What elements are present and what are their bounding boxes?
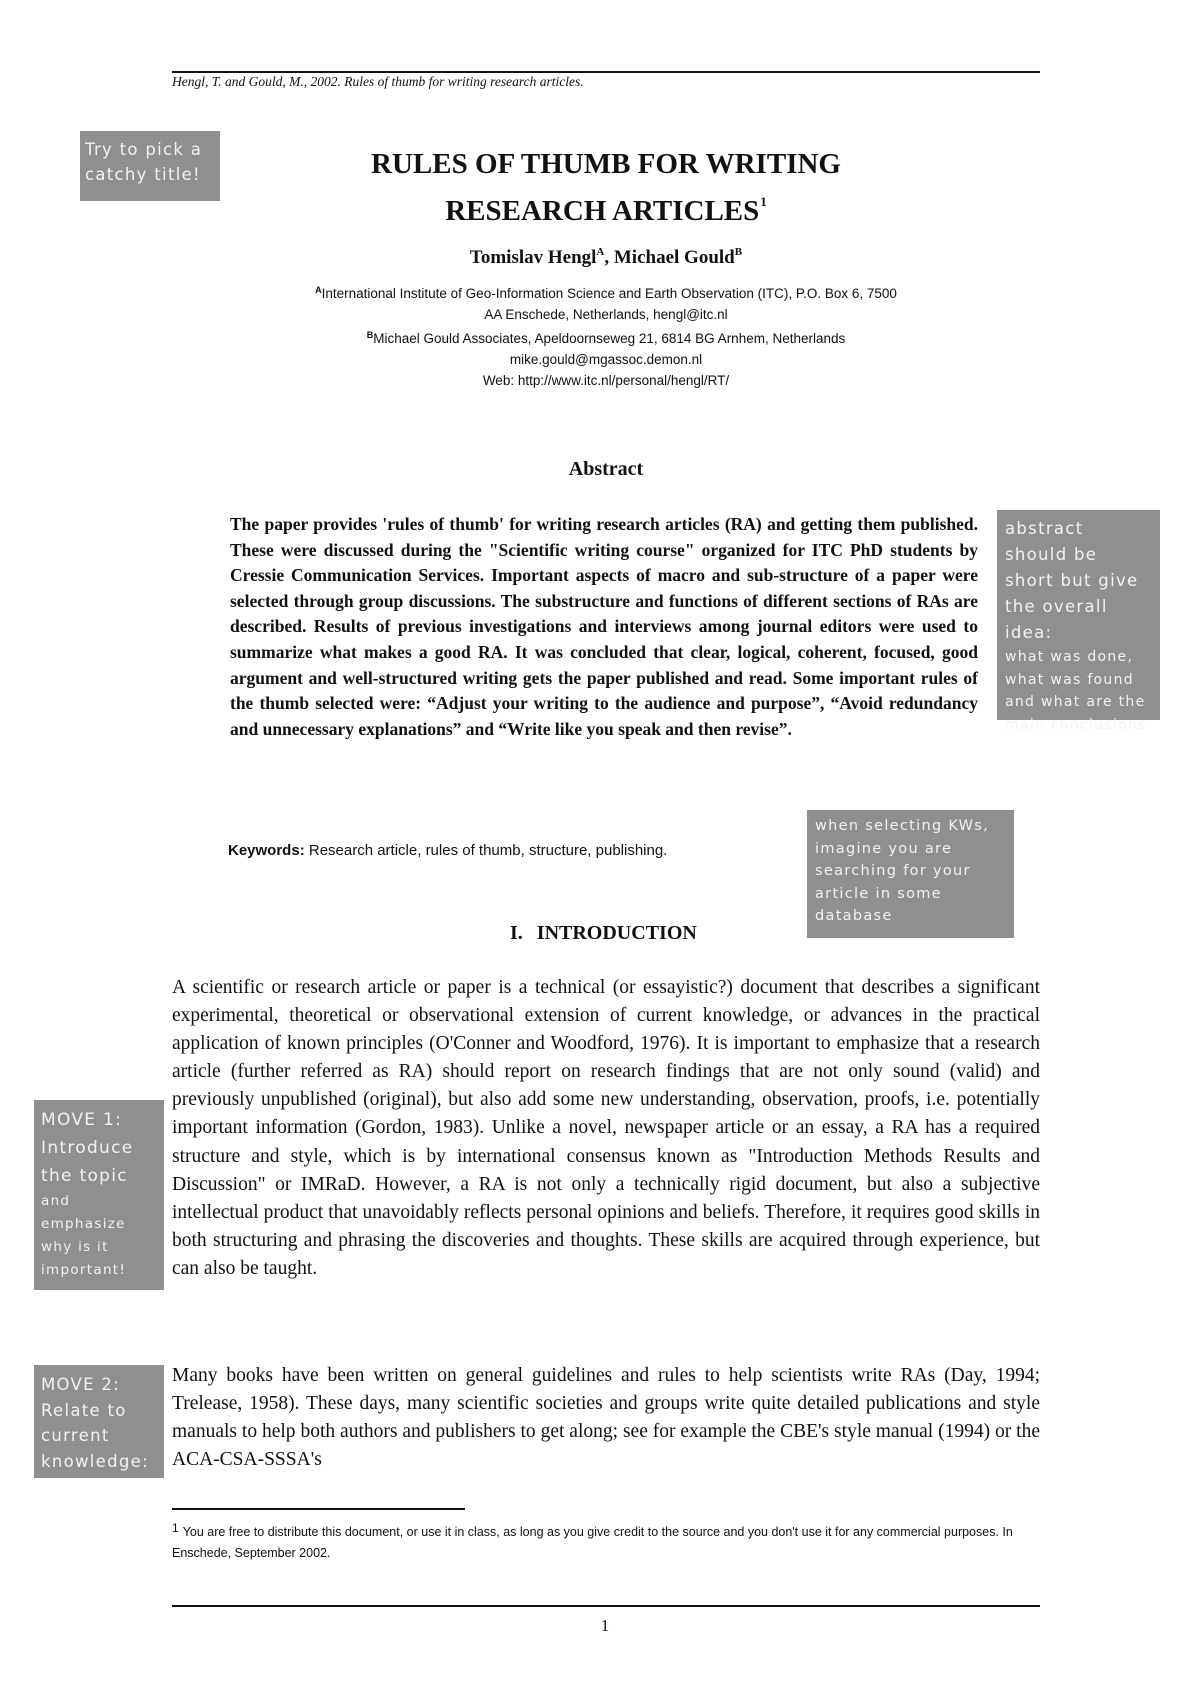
abstract-heading: Abstract bbox=[568, 458, 644, 480]
margin-note-keywords bbox=[807, 810, 1014, 938]
intro-paragraph-1: A scientific or research article or paper is a technical (or essayistic?) document that describes a significant experimental, theoretical or observational extension of current knowledge, or advances in the practical application of known principles (O'Conner and Woodford, 1976). It is important to emphasize that a research article (further referred as RA) should report on research findings that are not only sound (valid) and previously unpublished (original), but also add some new understanding, observation, proofs, i.e. potentially important information (Gordon, 1983). Unlike a novel, newspaper article or an essay, a RA has a required structure and style, which is by international consensus known as "Introduction Methods Results and Discussion" or IMRaD. However, a RA is not only a technically rigid document, but also a subjective intellectual product that unavoidably reflects personal opinions and beliefs. Therefore, it requires good skills in both structuring and phrasing the discoveries and thoughts. These skills are acquired through experience, but can also be taught. bbox=[172, 977, 1040, 1279]
title-footnote-mark: 1 bbox=[760, 194, 767, 209]
margin-note-move-1-detail: and emphasize why is it important! bbox=[41, 1193, 127, 1278]
affiliation-b-text: Michael Gould Associates, Apeldoornseweg 21, 6814 BG Arnhem, Netherlands bbox=[373, 331, 846, 346]
keywords bbox=[228, 842, 667, 859]
margin-note-move-2 bbox=[34, 1365, 164, 1478]
footnote bbox=[172, 1518, 1040, 1564]
abstract-body: The paper provides 'rules of thumb' for writing research articles (RA) and getting them published. These were discussed during the "Scientific writing course" organized for ITC PhD students by Cressie Communication Services. Important aspects of macro and sub-structure of a paper were selected through group discussions. The substructure and functions of different sections of RAs are described. Results of previous investigations and interviews among journal editors were used to summarize what makes a good RA. It was concluded that clear, logical, coherent, focused, good argument and well-structured writing gets the paper published and read. Some important rules of the thumb selected were: “Adjust your writing to the audience and purpose”, “Avoid redundancy and unnecessary explanations” and “Write like you speak and then revise”. bbox=[230, 514, 978, 739]
keywords-label: Keywords: bbox=[228, 842, 305, 859]
margin-note-abstract-main: abstract should be short but give the overall idea: bbox=[1005, 519, 1139, 642]
affiliations bbox=[172, 280, 1040, 391]
affiliation-b-line1 bbox=[172, 325, 1040, 349]
author-list bbox=[172, 246, 1040, 269]
margin-note-keywords-text: when selecting KWs, imagine you are searching for your article in some database bbox=[815, 818, 990, 924]
margin-note-move-1-main: MOVE 1: Introduce the topic bbox=[41, 1110, 134, 1186]
keywords-text: Research article, rules of thumb, structure, publishing. bbox=[304, 842, 668, 859]
section-title: INTRODUCTION bbox=[536, 922, 697, 944]
running-header: Hengl, T. and Gould, M., 2002. Rules of thumb for writing research articles. bbox=[172, 74, 584, 89]
margin-note-title-text: Try to pick a catchy title! bbox=[85, 140, 203, 184]
affiliation-a-line1 bbox=[172, 280, 1040, 304]
author-2: Michael Gould bbox=[613, 247, 735, 268]
author-1: Tomislav Hengl bbox=[469, 247, 597, 268]
paper-title bbox=[172, 146, 1040, 230]
page-number: 1 bbox=[600, 1616, 610, 1635]
affiliation-a-line2: AA Enschede, Netherlands, hengl@itc.nl bbox=[484, 307, 728, 322]
affiliation-b-mark: B bbox=[366, 330, 374, 340]
footnote-text: You are free to distribute this document, or use it in class, as long as you give credit to the source and you don't use it for any commercial purposes. In Enschede, September 2002. bbox=[172, 1525, 1013, 1560]
affiliation-b-line2: mike.gould@mgassoc.demon.nl bbox=[509, 352, 703, 367]
affiliation-a-mark: A bbox=[315, 285, 322, 295]
intro-paragraph-2: Many books have been written on general guidelines and rules to help scientists write RAs (Day, 1994; Trelease, 1958). These days, many scientific societies and groups write quite detailed publications and style manuals to help both authors and publishers to get along; see for example the CBE's style manual (1994) or the ACA-CSA-SSSA's bbox=[172, 1365, 1040, 1471]
section-heading bbox=[510, 922, 697, 945]
paper-title-line1: RULES OF THUMB FOR WRITING bbox=[371, 148, 841, 180]
author-2-affil-mark: B bbox=[734, 246, 743, 258]
paper-title-line2: RESEARCH ARTICLES bbox=[445, 195, 760, 227]
section-number: I. bbox=[510, 922, 523, 944]
author-separator: , bbox=[604, 247, 614, 268]
footnote-rule bbox=[172, 1508, 465, 1510]
affiliation-web: Web: http://www.itc.nl/personal/hengl/RT/ bbox=[482, 373, 730, 388]
footer-rule bbox=[172, 1605, 1040, 1607]
margin-note-move-2-text: MOVE 2: Relate to current knowledge: bbox=[41, 1375, 149, 1471]
author-1-affil-mark: A bbox=[596, 246, 605, 258]
margin-note-abstract bbox=[997, 510, 1160, 733]
affiliation-a-text: International Institute of Geo-Information Science and Earth Observation (ITC), P.O. Box 6, 7500 bbox=[321, 286, 897, 301]
footnote-mark: 1 bbox=[172, 1521, 179, 1535]
paper-title-line2-wrap bbox=[172, 183, 1040, 230]
header-rule bbox=[172, 71, 1040, 73]
margin-note-abstract-detail: what was done, what was found and what are the main conclusions bbox=[1005, 649, 1147, 733]
margin-note-move-1 bbox=[34, 1100, 164, 1290]
